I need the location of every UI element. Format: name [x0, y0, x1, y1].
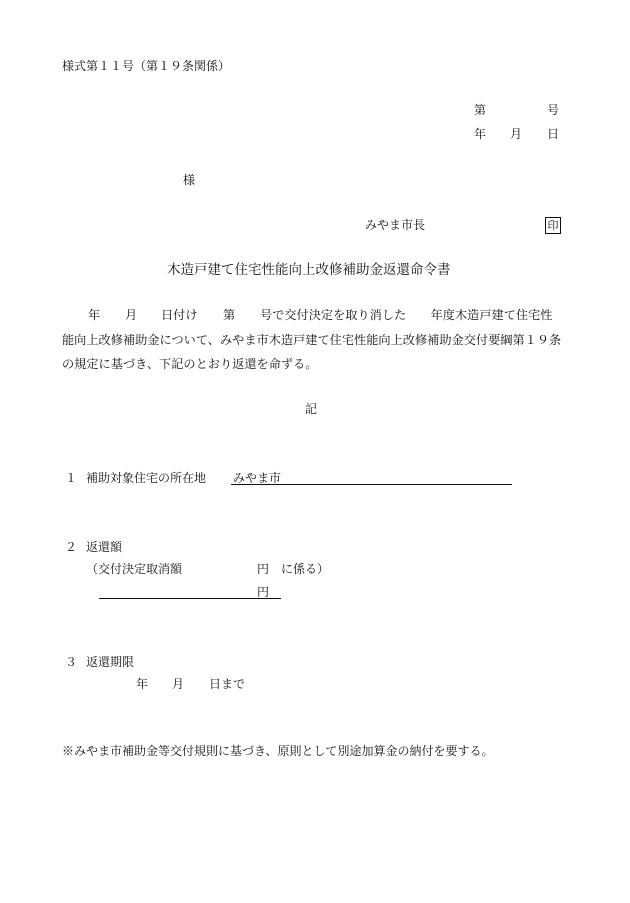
body-month: 月 — [125, 308, 138, 322]
body-line3: の規定に基づき、下記のとおり返還を命ずる。 — [62, 357, 318, 371]
item3-label: 返還期限 — [86, 655, 135, 669]
doc-number-go: 号 — [547, 103, 560, 117]
item3-number: ３ — [65, 655, 78, 669]
item1-value: みやま市 — [233, 471, 282, 485]
document-title: 木造戸建て住宅性能向上改修補助金返還命令書 — [167, 262, 451, 278]
item3-until: 日まで — [209, 677, 246, 691]
issuer: みやま市長 — [365, 218, 426, 232]
addressee-suffix: 様 — [183, 173, 196, 187]
item2-cancel-yen: 円 に係る） — [257, 562, 330, 576]
item1-underline — [231, 484, 512, 485]
body-day: 日付け — [161, 308, 198, 322]
footnote: ※みやま市補助金等交付規則に基づき、原則として別途加算金の納付を要する。 — [62, 744, 494, 758]
seal-mark: 印 — [545, 217, 561, 234]
item2-yen: 円 — [257, 585, 270, 599]
item2-cancel-prefix: （交付決定取消額 — [86, 562, 183, 576]
date-day: 日 — [547, 127, 560, 141]
ki-heading: 記 — [305, 402, 318, 416]
item1-number: １ — [65, 471, 78, 485]
item2-underline — [99, 598, 281, 599]
date-month: 月 — [510, 127, 523, 141]
form-number: 様式第１１号（第１９条関係） — [62, 59, 231, 73]
body-line2: 能向上改修補助金について、みやま市木造戸建て住宅性能向上改修補助金交付要綱第１９条 — [62, 333, 562, 347]
body-year: 年 — [88, 308, 101, 322]
item3-month: 月 — [172, 677, 185, 691]
item2-label: 返還額 — [86, 540, 123, 554]
item1-label: 補助対象住宅の所在地 — [86, 471, 207, 485]
doc-number-dai: 第 — [474, 103, 487, 117]
body-dai: 第 — [223, 308, 236, 322]
item3-year: 年 — [136, 677, 149, 691]
body-line1-rest: 号で交付決定を取り消した 年度木造戸建て住宅性 — [260, 308, 553, 322]
date-year: 年 — [474, 127, 487, 141]
item2-number: ２ — [65, 540, 78, 554]
